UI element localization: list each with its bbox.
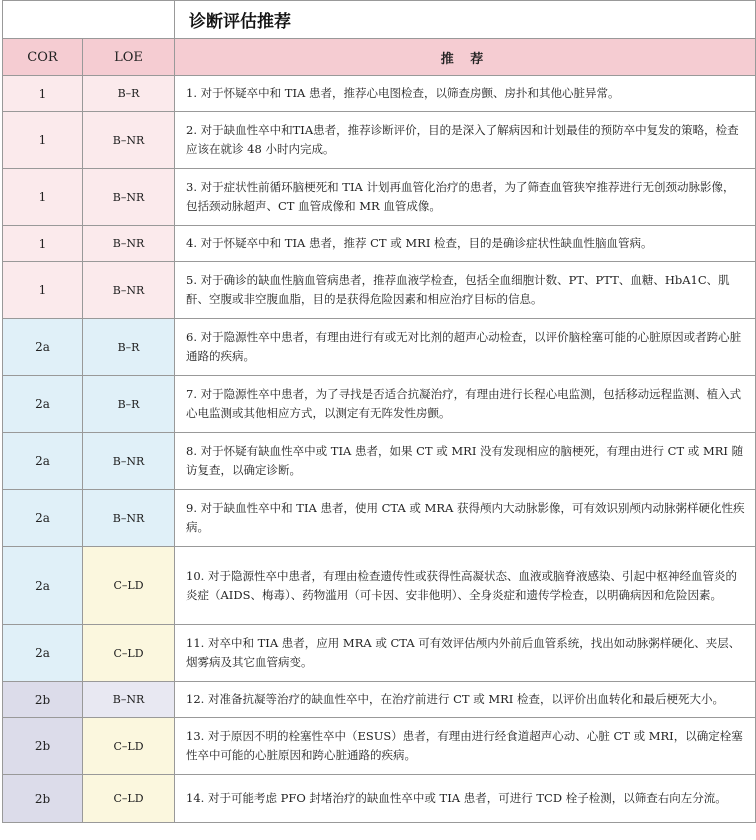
table-row bbox=[3, 433, 756, 490]
table-row bbox=[3, 625, 756, 682]
cor-cell: 2a bbox=[3, 376, 83, 433]
loe-cell: B–NR bbox=[83, 682, 175, 718]
recommendation-cell: 9. 对于缺血性卒中和 TIA 患者，使用 CTA 或 MRA 获得颅内大动脉影像，可有效识别颅内动脉粥样硬化性疾病。 bbox=[175, 490, 756, 547]
recommendation-table bbox=[2, 0, 756, 823]
table-row bbox=[3, 319, 756, 376]
loe-cell: B–NR bbox=[83, 169, 175, 226]
cor-cell: 2a bbox=[3, 625, 83, 682]
cor-cell: 1 bbox=[3, 262, 83, 319]
recommendation-cell: 14. 对于可能考虑 PFO 封堵治疗的缺血性卒中或 TIA 患者，可进行 TCD 栓子检测，以筛查右向左分流。 bbox=[175, 775, 756, 823]
title-spacer bbox=[3, 1, 175, 39]
cor-header: COR bbox=[3, 39, 83, 76]
recommendation-cell: 4. 对于怀疑卒中和 TIA 患者，推荐 CT 或 MRI 检查，目的是确诊症状性缺血性脑血管病。 bbox=[175, 226, 756, 262]
recommendation-cell: 7. 对于隐源性卒中患者，为了寻找是否适合抗凝治疗，有理由进行长程心电监测，包括移动远程监测、植入式心电监测或其他相应方式，以测定有无阵发性房颤。 bbox=[175, 376, 756, 433]
table-row bbox=[3, 718, 756, 775]
table-title: 诊断评估推荐 bbox=[175, 1, 756, 39]
table-row bbox=[3, 226, 756, 262]
loe-cell: C–LD bbox=[83, 547, 175, 625]
recommendation-cell: 8. 对于怀疑有缺血性卒中或 TIA 患者，如果 CT 或 MRI 没有发现相应的脑梗死，有理由进行 CT 或 MRI 随访复查，以确定诊断。 bbox=[175, 433, 756, 490]
loe-cell: B–NR bbox=[83, 433, 175, 490]
table-row bbox=[3, 376, 756, 433]
table-row bbox=[3, 169, 756, 226]
recommendation-cell: 3. 对于症状性前循环脑梗死和 TIA 计划再血管化治疗的患者，为了筛查血管狭窄推荐进行无创颈动脉影像，包括颈动脉超声、CT 血管成像和 MR 血管成像。 bbox=[175, 169, 756, 226]
table-row bbox=[3, 682, 756, 718]
cor-cell: 2a bbox=[3, 547, 83, 625]
table-row bbox=[3, 490, 756, 547]
loe-cell: C–LD bbox=[83, 718, 175, 775]
loe-cell: B–NR bbox=[83, 262, 175, 319]
table-row bbox=[3, 112, 756, 169]
recommendation-cell: 2. 对于缺血性卒中和TIA患者，推荐诊断评价，目的是深入了解病因和计划最佳的预防卒中复发的策略，检查应该在就诊 48 小时内完成。 bbox=[175, 112, 756, 169]
table-row bbox=[3, 775, 756, 823]
loe-cell: C–LD bbox=[83, 775, 175, 823]
title-row bbox=[3, 1, 756, 39]
loe-cell: B–NR bbox=[83, 490, 175, 547]
cor-cell: 1 bbox=[3, 226, 83, 262]
cor-cell: 2b bbox=[3, 718, 83, 775]
cor-cell: 1 bbox=[3, 169, 83, 226]
loe-header: LOE bbox=[83, 39, 175, 76]
header-row bbox=[3, 39, 756, 76]
cor-cell: 2a bbox=[3, 490, 83, 547]
cor-cell: 1 bbox=[3, 112, 83, 169]
loe-cell: B–NR bbox=[83, 226, 175, 262]
cor-cell: 1 bbox=[3, 76, 83, 112]
cor-cell: 2a bbox=[3, 319, 83, 376]
recommendation-cell: 10. 对于隐源性卒中患者，有理由检查遗传性或获得性高凝状态、血液或脑脊液感染、引起中枢神经血管炎的炎症（AIDS、梅毒）、药物滥用（可卡因、安非他明）、全身炎症和遗传学检查，以明确病因和危险因素。 bbox=[175, 547, 756, 625]
recommendation-cell: 6. 对于隐源性卒中患者，有理由进行有或无对比剂的超声心动检查，以评价脑栓塞可能的心脏原因或者跨心脏通路的疾病。 bbox=[175, 319, 756, 376]
recommendation-table-container bbox=[2, 0, 755, 823]
cor-cell: 2b bbox=[3, 682, 83, 718]
recommendation-cell: 5. 对于确诊的缺血性脑血管病患者，推荐血液学检查，包括全血细胞计数、PT、PTT、血糖、HbA1C、肌酐、空腹或非空腹血脂，目的是获得危险因素和相应治疗目标的信息。 bbox=[175, 262, 756, 319]
table-row bbox=[3, 76, 756, 112]
loe-cell: C–LD bbox=[83, 625, 175, 682]
loe-cell: B–R bbox=[83, 376, 175, 433]
table-row bbox=[3, 547, 756, 625]
loe-cell: B–R bbox=[83, 319, 175, 376]
recommendation-header: 推 荐 bbox=[175, 39, 756, 76]
loe-cell: B–NR bbox=[83, 112, 175, 169]
recommendation-cell: 13. 对于原因不明的栓塞性卒中（ESUS）患者，有理由进行经食道超声心动、心脏 CT 或 MRI，以确定栓塞性卒中可能的心脏原因和跨心脏通路的疾病。 bbox=[175, 718, 756, 775]
recommendation-cell: 1. 对于怀疑卒中和 TIA 患者，推荐心电图检查，以筛查房颤、房扑和其他心脏异常。 bbox=[175, 76, 756, 112]
recommendation-cell: 11. 对卒中和 TIA 患者，应用 MRA 或 CTA 可有效评估颅内外前后血管系统，找出如动脉粥样硬化、夹层、烟雾病及其它血管病变。 bbox=[175, 625, 756, 682]
table-row bbox=[3, 262, 756, 319]
recommendation-cell: 12. 对准备抗凝等治疗的缺血性卒中，在治疗前进行 CT 或 MRI 检查，以评价出血转化和最后梗死大小。 bbox=[175, 682, 756, 718]
cor-cell: 2b bbox=[3, 775, 83, 823]
cor-cell: 2a bbox=[3, 433, 83, 490]
loe-cell: B–R bbox=[83, 76, 175, 112]
